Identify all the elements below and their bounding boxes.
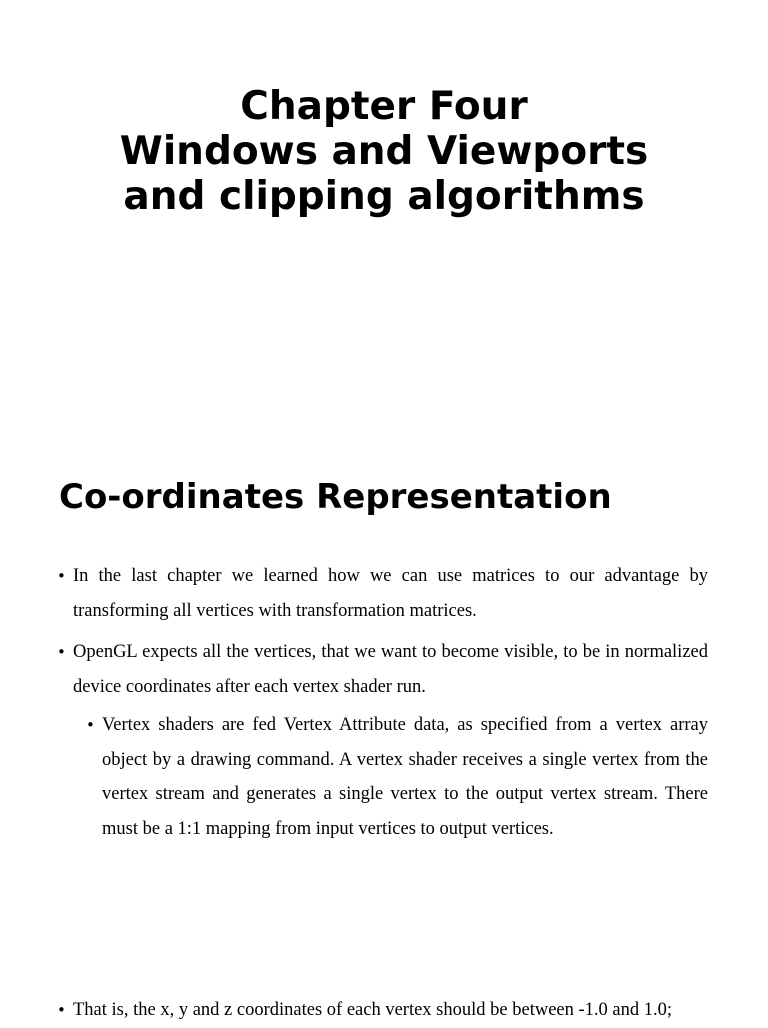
section-heading: Co-ordinates Representation bbox=[59, 477, 612, 517]
bullet-dot-icon: • bbox=[86, 716, 95, 734]
bullet-text: That is, the x, y and z coordinates of each vertex should be between -1.0 and 1.0; bbox=[73, 1000, 673, 1020]
bullet-item bbox=[57, 993, 708, 1028]
chapter-title bbox=[0, 84, 768, 219]
sub-bullet-item bbox=[86, 708, 708, 846]
sub-bullet-text: Vertex shaders are fed Vertex Attribute data, as specified from a vertex array object by a drawing command. A vertex shader receives a single vertex from the vertex stream and generates a single vertex to the output vertex stream. There must be a 1:1 mapping from input vertices to output vertices. bbox=[102, 715, 708, 839]
bullet-dot-icon: • bbox=[57, 567, 66, 585]
chapter-title-line-3: and clipping algorithms bbox=[123, 174, 645, 219]
chapter-title-line-2: Windows and Viewports bbox=[119, 129, 649, 174]
bullet-item bbox=[57, 635, 708, 704]
chapter-title-line-1: Chapter Four bbox=[240, 84, 528, 129]
bullet-dot-icon: • bbox=[57, 643, 66, 661]
bullet-text: OpenGL expects all the vertices, that we want to become visible, to be in normalized device coordinates after each vertex shader run. bbox=[73, 642, 708, 697]
bullet-item bbox=[57, 559, 708, 628]
bullet-text: In the last chapter we learned how we can use matrices to our advantage by transforming all vertices with transformation matrices. bbox=[73, 566, 708, 621]
bullet-dot-icon: • bbox=[57, 1001, 66, 1019]
